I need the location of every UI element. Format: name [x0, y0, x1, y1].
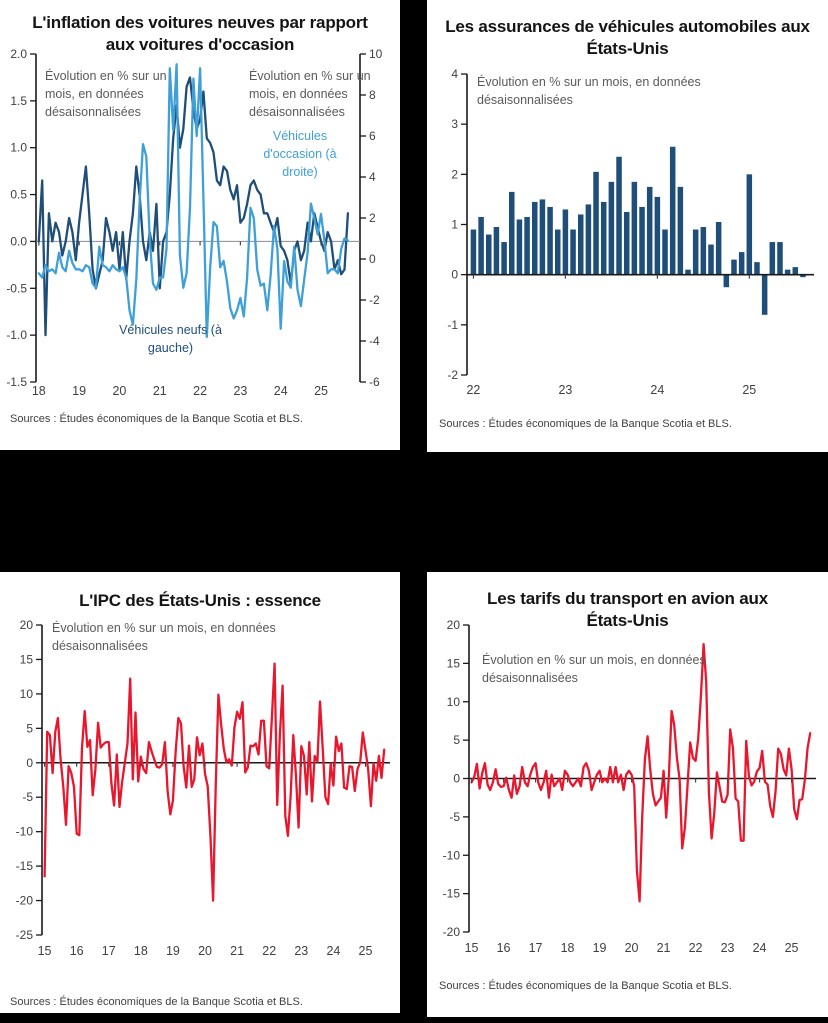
svg-text:20: 20 [112, 384, 127, 398]
svg-text:22: 22 [193, 384, 208, 398]
svg-text:5: 5 [453, 733, 460, 748]
svg-text:15: 15 [464, 941, 479, 955]
svg-text:22: 22 [262, 944, 277, 958]
svg-text:8: 8 [369, 88, 376, 102]
svg-text:10: 10 [369, 47, 383, 61]
left-axis-annotation: Évolution en % sur un mois, en données désaisonnalisées [45, 69, 167, 119]
svg-text:-25: -25 [15, 928, 33, 942]
svg-text:19: 19 [592, 941, 607, 955]
svg-text:20: 20 [446, 618, 460, 632]
chart-title: L'IPC des États-Unis : essence [79, 591, 321, 610]
svg-text:-15: -15 [15, 859, 33, 874]
chart-title: Les tarifs du transport en avion aux États-Unis [487, 589, 768, 631]
svg-text:2.0: 2.0 [10, 47, 27, 61]
svg-text:1: 1 [451, 217, 458, 232]
series-label-new-vehicles: Véhicules neufs (à gauche) [119, 323, 222, 355]
svg-text:5: 5 [26, 721, 33, 736]
svg-text:18: 18 [560, 941, 575, 955]
svg-text:-10: -10 [442, 848, 460, 863]
svg-text:0: 0 [451, 267, 458, 282]
svg-text:0.0: 0.0 [10, 234, 27, 249]
panel-new-vs-used-vehicles [0, 0, 400, 450]
svg-text:18: 18 [31, 384, 46, 398]
svg-text:21: 21 [230, 944, 245, 958]
svg-text:6: 6 [369, 129, 376, 143]
svg-text:-2: -2 [447, 368, 458, 382]
svg-text:16: 16 [69, 944, 84, 958]
svg-text:-5: -5 [449, 809, 460, 824]
svg-text:-15: -15 [442, 886, 460, 901]
svg-text:-20: -20 [15, 893, 33, 908]
svg-text:25: 25 [358, 944, 373, 958]
axis-annotation: Évolution en % sur un mois, en données désaisonnalisées [52, 621, 276, 653]
svg-text:25: 25 [784, 941, 799, 955]
svg-text:23: 23 [294, 944, 309, 958]
sources-note: Sources : Études économiques de la Banque Scotia et BLS. [10, 996, 303, 1008]
svg-text:21: 21 [656, 941, 671, 955]
svg-text:21: 21 [152, 384, 167, 398]
cpi-gasoline-line-chart [0, 612, 400, 1012]
svg-text:-1.0: -1.0 [6, 328, 27, 343]
sources-note: Sources : Études économiques de la Banque Scotia et BLS. [439, 980, 732, 992]
svg-text:20: 20 [19, 618, 33, 632]
svg-text:-6: -6 [369, 375, 380, 389]
series-label-used-vehicles: Véhicules d'occasion (à droite) [263, 129, 337, 179]
svg-text:23: 23 [233, 384, 248, 398]
chart-title: L'inflation des voitures neuves par rapport aux voitures d'occasion [32, 13, 368, 55]
svg-text:-10: -10 [15, 824, 33, 839]
svg-text:1.0: 1.0 [10, 140, 27, 155]
svg-text:15: 15 [37, 944, 52, 958]
svg-text:24: 24 [650, 383, 665, 397]
svg-text:19: 19 [72, 384, 87, 398]
svg-text:15: 15 [19, 652, 33, 667]
svg-text:23: 23 [558, 383, 573, 397]
svg-text:22: 22 [688, 941, 703, 955]
svg-text:24: 24 [273, 384, 288, 398]
right-axis-annotation: Évolution en % sur un mois, en données désaisonnalisées [249, 69, 371, 119]
svg-text:25: 25 [742, 383, 757, 397]
axis-annotation: Évolution en % sur un mois, en données désaisonnalisées [482, 653, 706, 685]
svg-text:20: 20 [624, 941, 639, 955]
svg-text:2: 2 [451, 167, 458, 182]
svg-text:19: 19 [165, 944, 180, 958]
svg-text:17: 17 [528, 941, 543, 955]
svg-text:22: 22 [466, 383, 481, 397]
panel-cpi-gasoline [0, 572, 400, 1013]
svg-text:10: 10 [446, 694, 460, 709]
svg-text:0: 0 [369, 252, 376, 266]
svg-text:4: 4 [451, 67, 458, 81]
svg-text:24: 24 [752, 941, 767, 955]
svg-text:-1.5: -1.5 [6, 375, 27, 389]
svg-text:3: 3 [451, 117, 458, 132]
svg-text:25: 25 [314, 384, 328, 398]
svg-text:-1: -1 [447, 317, 458, 332]
svg-text:15: 15 [446, 656, 460, 671]
svg-text:0: 0 [453, 771, 460, 786]
svg-text:24: 24 [326, 944, 341, 958]
svg-text:1.5: 1.5 [10, 93, 27, 108]
panel-vehicle-insurance [427, 0, 828, 452]
svg-text:20: 20 [198, 944, 212, 958]
svg-text:17: 17 [101, 944, 116, 958]
svg-text:0.5: 0.5 [10, 187, 27, 202]
svg-text:4: 4 [369, 170, 376, 184]
svg-text:-0.5: -0.5 [6, 281, 27, 296]
svg-text:0: 0 [26, 755, 33, 770]
vehicle-insurance-bar-chart [427, 60, 828, 420]
svg-text:18: 18 [133, 944, 148, 958]
chart-title: Les assurances de véhicules automobiles aux États-Unis [445, 17, 810, 59]
svg-text:2: 2 [369, 211, 376, 225]
svg-text:-20: -20 [442, 925, 460, 939]
svg-text:-4: -4 [369, 334, 380, 348]
axis-annotation: Évolution en % sur un mois, en données désaisonnalisées [477, 75, 701, 107]
panel-airline-fares [427, 572, 828, 1017]
sources-note: Sources : Études économiques de la Banque Scotia et BLS. [10, 413, 303, 425]
svg-text:-5: -5 [22, 790, 33, 805]
svg-text:16: 16 [496, 941, 511, 955]
svg-text:10: 10 [19, 686, 33, 701]
svg-text:-2: -2 [369, 293, 380, 307]
svg-text:23: 23 [720, 941, 735, 955]
sources-note: Sources : Études économiques de la Banque Scotia et BLS. [439, 418, 732, 430]
